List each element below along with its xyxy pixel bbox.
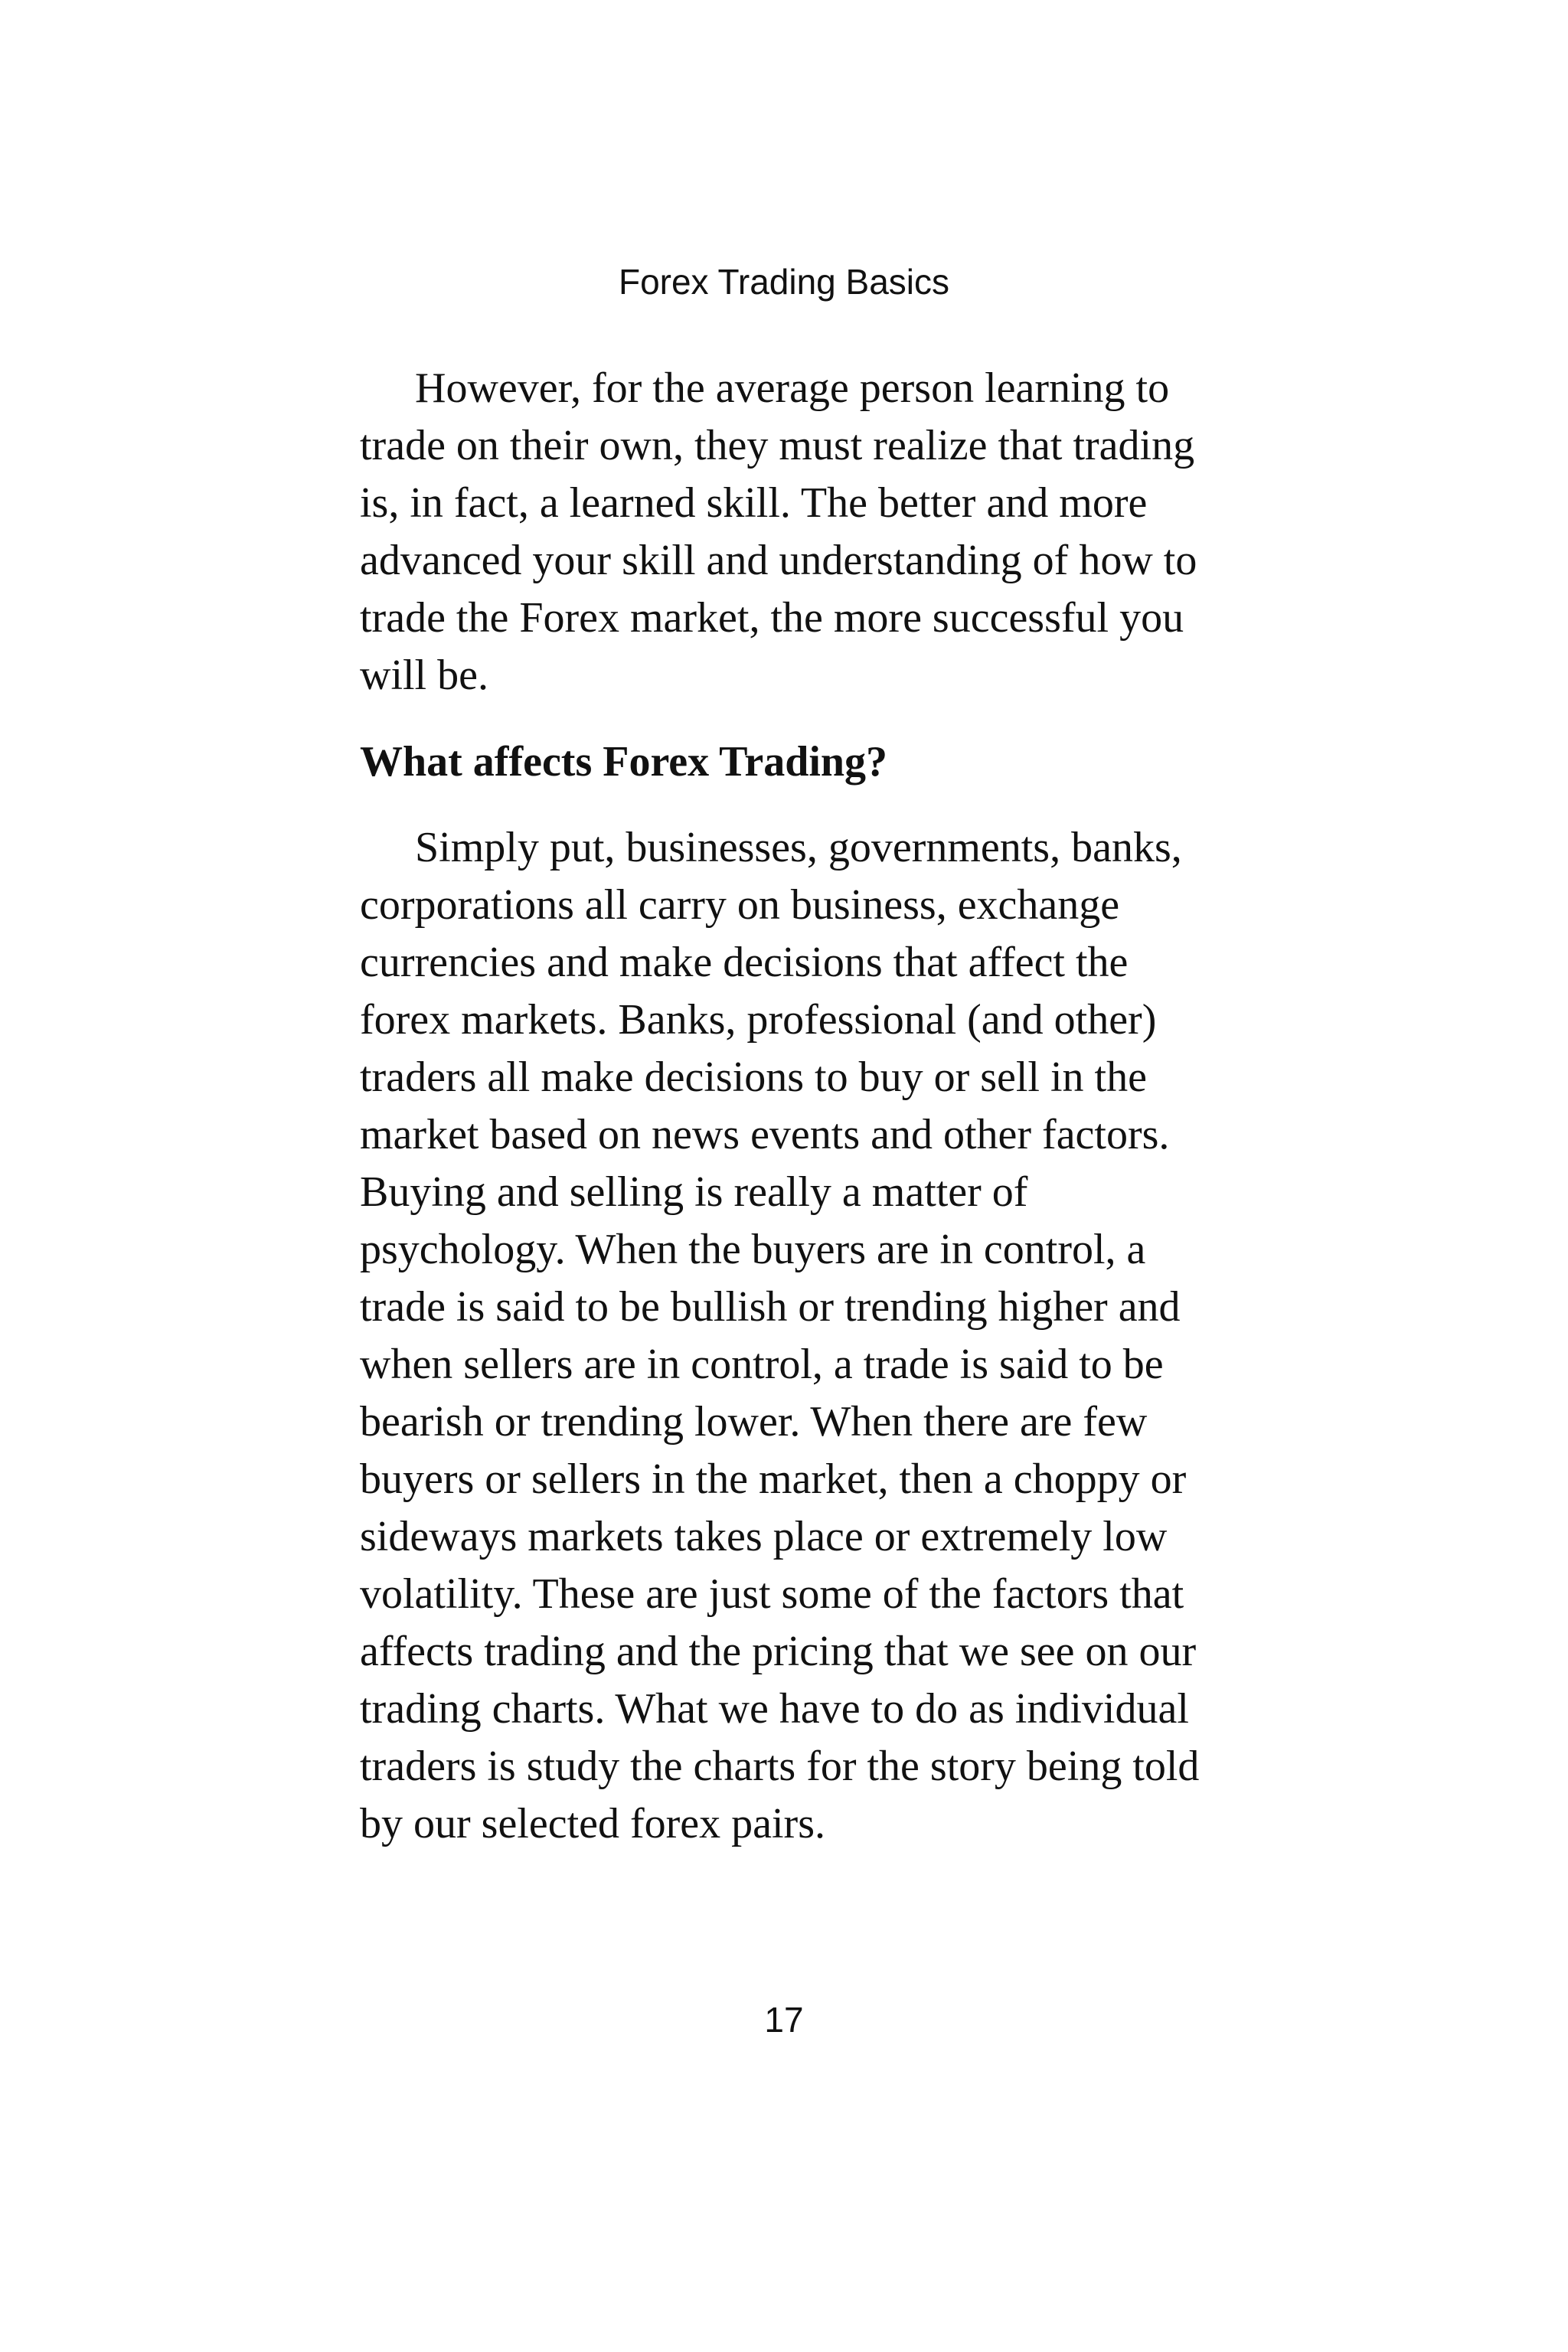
text-column: [360, 360, 1217, 1853]
body-paragraph-2: Simply put, businesses, governments, banks, corporations all carry on business, exchange currencies and make decisions that affect the forex markets. Banks, professional (and other) traders all make decisions to buy or sell in the market based on news events and other factors. Buying and selling is really a matter of psychology. When the buyers are in control, a trade is said to be bullish or trending higher and when sellers are in control, a trade is said to be bearish or trending lower. When there are few buyers or sellers in the market, then a choppy or sideways markets takes place or extremely low volatility. These are just some of the factors that affects trading and the pricing that we see on our trading charts. What we have to do as individual traders is study the charts for the story being told by our selected forex pairs.: [360, 824, 1200, 1847]
page-number: 17: [764, 2000, 804, 2040]
body-paragraph-1: However, for the average person learning to trade on their own, they must realize that trading is, in fact, a learned skill. The better and more advanced your skill and understanding of how to trade the Forex market, the more successful you will be.: [360, 364, 1197, 699]
section-heading: What affects Forex Trading?: [360, 738, 888, 786]
running-header: Forex Trading Basics: [618, 262, 950, 302]
